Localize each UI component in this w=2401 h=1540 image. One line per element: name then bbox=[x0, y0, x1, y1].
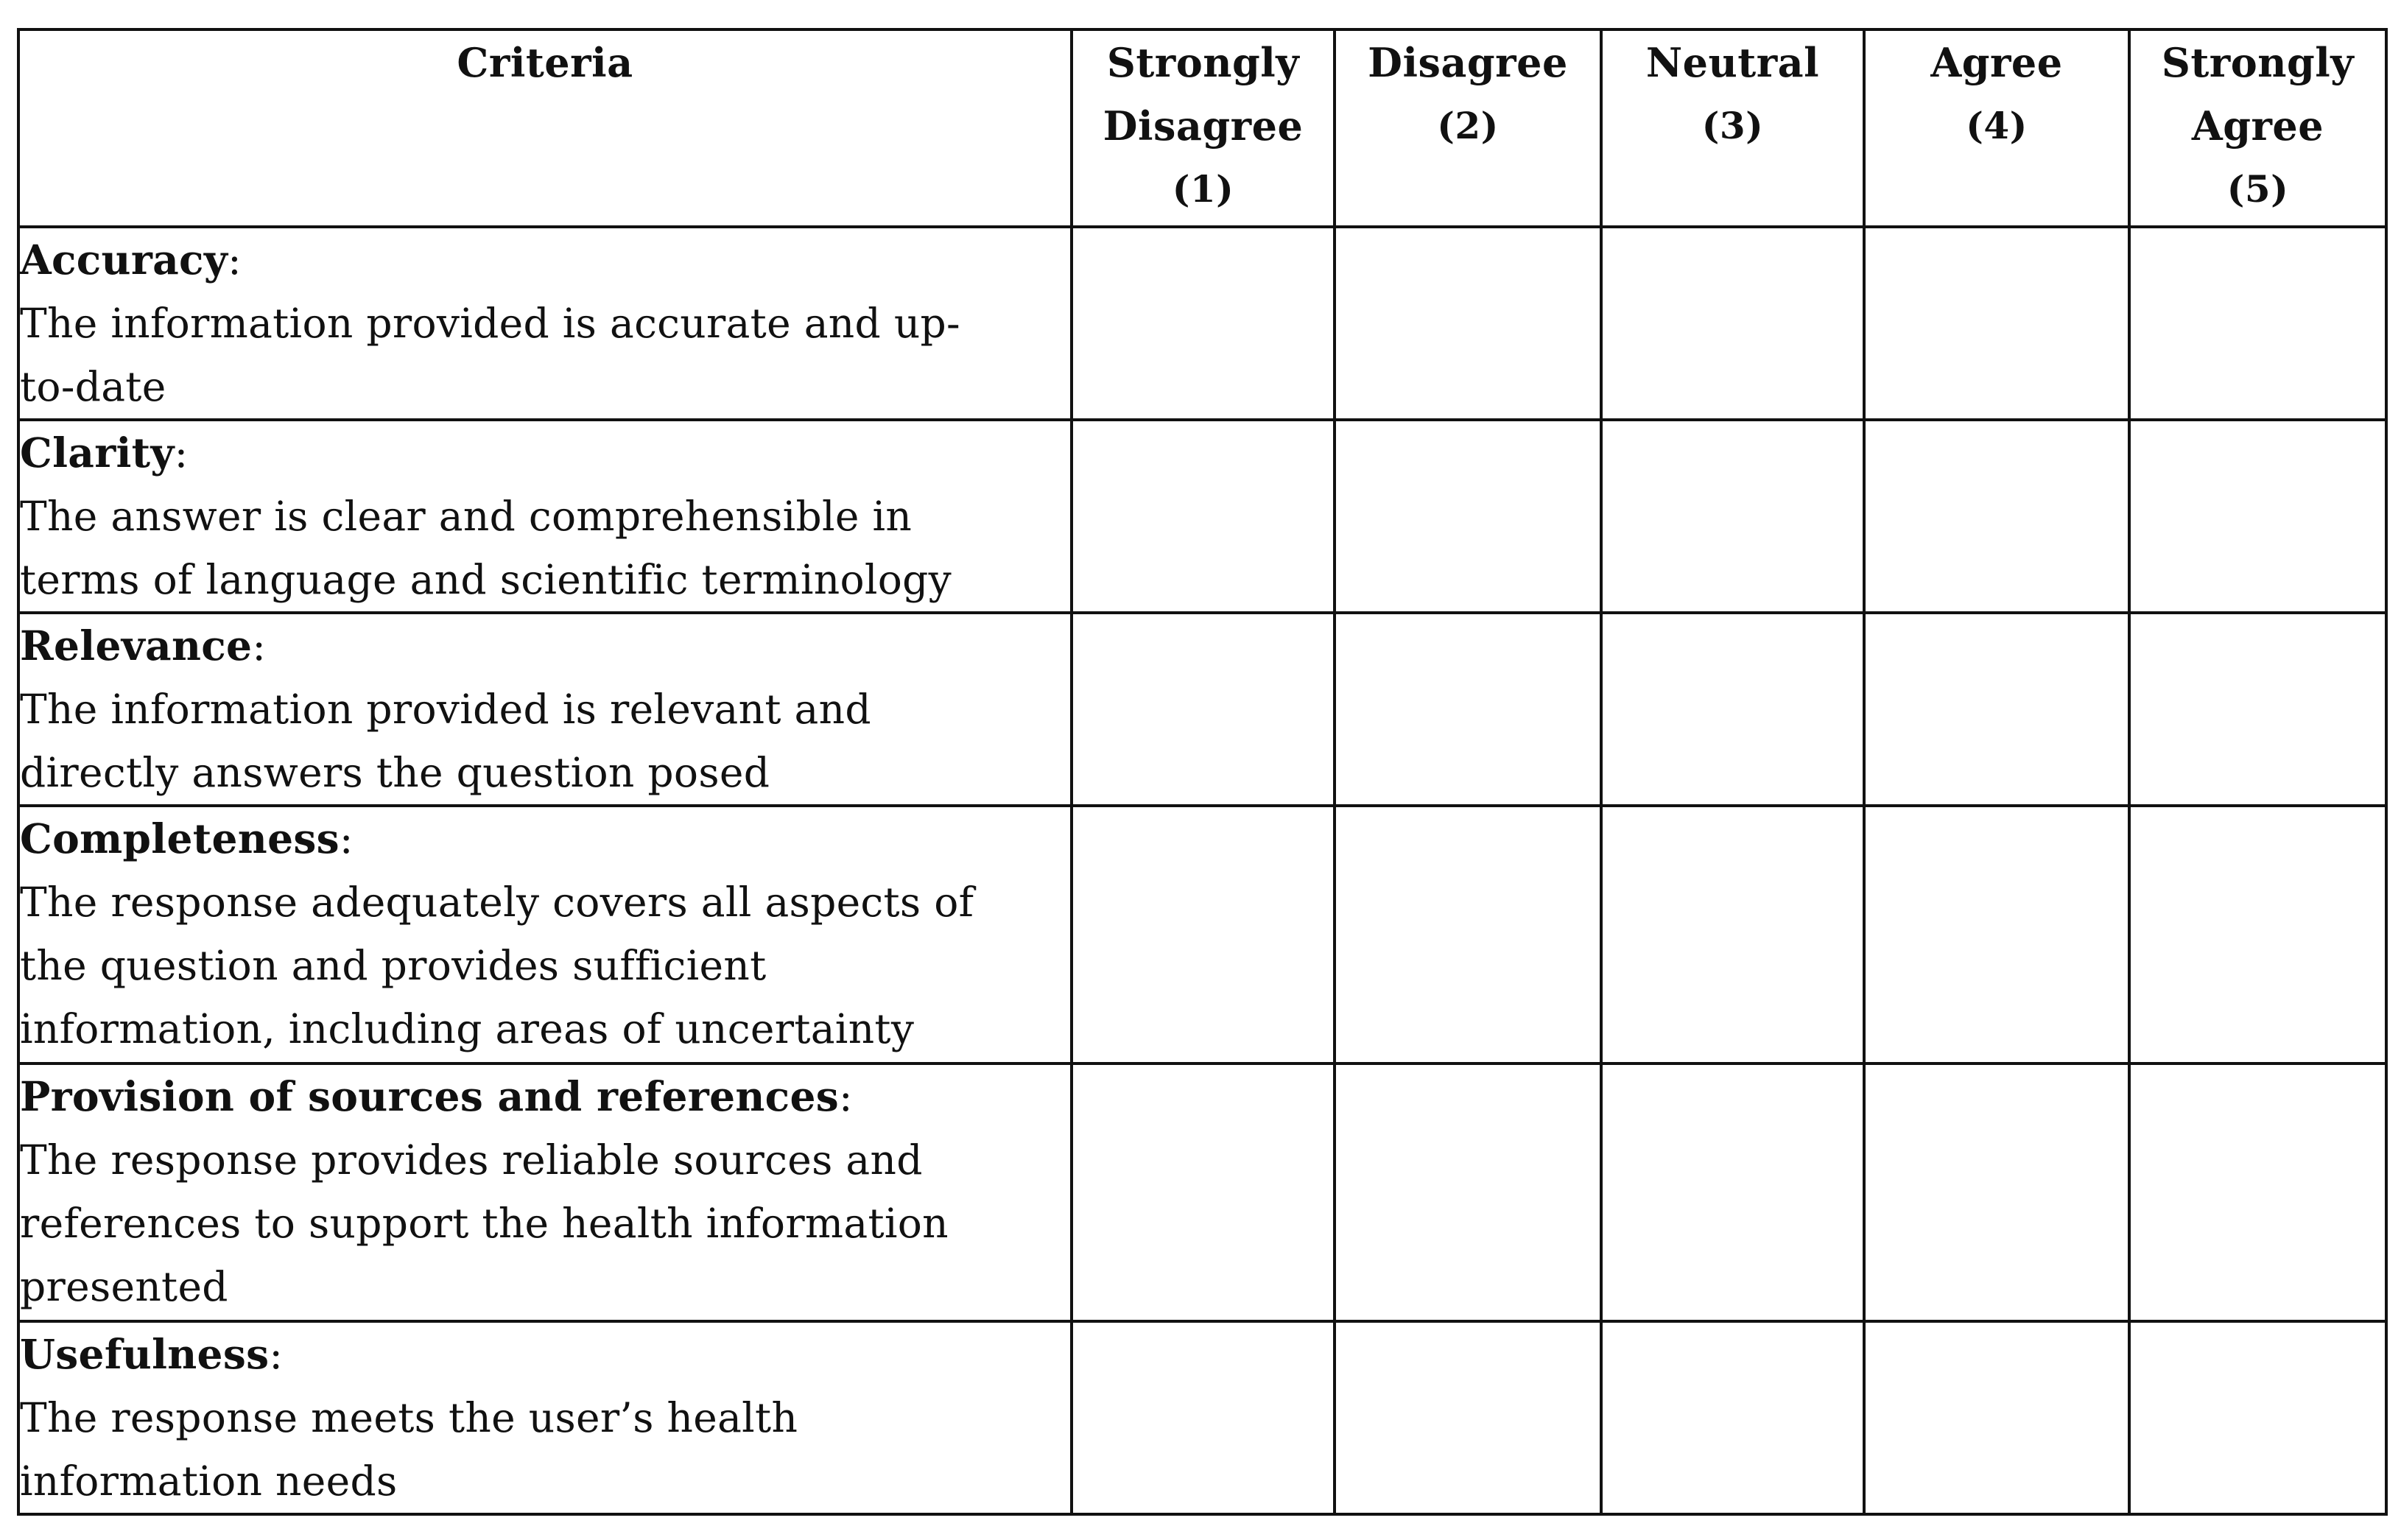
rating-cell-4[interactable] bbox=[1864, 420, 2129, 613]
rating-cell-5[interactable] bbox=[2129, 613, 2386, 806]
rating-cell-2[interactable] bbox=[1335, 227, 1601, 420]
scale-value: (2) bbox=[1437, 104, 1499, 147]
criterion-name: Relevance bbox=[20, 622, 253, 669]
criterion-description-line: The information provided is relevant and bbox=[20, 686, 871, 733]
rating-cell-1[interactable] bbox=[1072, 613, 1335, 806]
rating-criteria-table bbox=[17, 28, 2388, 1516]
criterion-name: Completeness bbox=[20, 815, 340, 862]
rating-cell-1[interactable] bbox=[1072, 1063, 1335, 1321]
criterion-cell-completeness: Completeness: The response adequately covers all aspects of the question and provides sufficient information, including areas of uncertainty bbox=[18, 806, 1072, 1063]
criteria-column-header: Criteria bbox=[18, 29, 1072, 227]
criterion-description-line: presented bbox=[20, 1263, 228, 1310]
criterion-description-line: terms of language and scientific terminology bbox=[20, 556, 952, 603]
rating-cell-1[interactable] bbox=[1072, 1321, 1335, 1514]
rating-cell-2[interactable] bbox=[1335, 1063, 1601, 1321]
rating-cell-3[interactable] bbox=[1601, 806, 1864, 1063]
criterion-description-line: to-date bbox=[20, 363, 166, 410]
criterion-description-line: references to support the health information bbox=[20, 1200, 949, 1247]
scale-label-line: Neutral bbox=[1645, 39, 1820, 86]
strongly-agree-column-header bbox=[2129, 29, 2386, 227]
rating-cell-4[interactable] bbox=[1864, 1063, 2129, 1321]
criterion-description-line: The response adequately covers all aspects of bbox=[20, 879, 974, 926]
criterion-cell-sources-references: Provision of sources and references: The response provides reliable sources and references to support the health information presented bbox=[18, 1063, 1072, 1321]
criterion-name: Accuracy bbox=[20, 236, 228, 284]
criterion-cell-clarity: Clarity: The answer is clear and comprehensible in terms of language and scientific terminology bbox=[18, 420, 1072, 613]
rating-cell-5[interactable] bbox=[2129, 227, 2386, 420]
rating-cell-3[interactable] bbox=[1601, 613, 1864, 806]
scale-label-line: Agree bbox=[1930, 39, 2063, 86]
rating-cell-3[interactable] bbox=[1601, 1063, 1864, 1321]
scale-value: (3) bbox=[1701, 104, 1764, 147]
rating-cell-2[interactable] bbox=[1335, 1321, 1601, 1514]
criterion-description-line: The response provides reliable sources and bbox=[20, 1136, 923, 1184]
criterion-name: Usefulness bbox=[20, 1330, 270, 1378]
scale-label-line: Disagree bbox=[1368, 39, 1568, 86]
criterion-description-line: the question and provides sufficient bbox=[20, 942, 767, 989]
rating-cell-5[interactable] bbox=[2129, 1321, 2386, 1514]
disagree-column-header bbox=[1335, 29, 1601, 227]
rating-cell-5[interactable] bbox=[2129, 806, 2386, 1063]
criterion-name: Clarity bbox=[20, 429, 175, 477]
rating-cell-3[interactable] bbox=[1601, 420, 1864, 613]
rating-cell-4[interactable] bbox=[1864, 227, 2129, 420]
scale-value: (5) bbox=[2226, 167, 2289, 211]
rating-cell-2[interactable] bbox=[1335, 420, 1601, 613]
scale-label-line: Strongly bbox=[1106, 39, 1300, 86]
rating-cell-1[interactable] bbox=[1072, 227, 1335, 420]
scale-label-line: Agree bbox=[2191, 102, 2324, 150]
criterion-description-line: The information provided is accurate and up- bbox=[20, 300, 960, 347]
rating-cell-1[interactable] bbox=[1072, 420, 1335, 613]
table-row bbox=[18, 420, 2386, 613]
table-row bbox=[18, 1321, 2386, 1514]
criterion-cell-relevance: Relevance: The information provided is relevant and directly answers the question posed bbox=[18, 613, 1072, 806]
rating-cell-2[interactable] bbox=[1335, 806, 1601, 1063]
neutral-column-header bbox=[1601, 29, 1864, 227]
criterion-description-line: directly answers the question posed bbox=[20, 749, 770, 796]
rating-cell-2[interactable] bbox=[1335, 613, 1601, 806]
scale-value: (4) bbox=[1966, 104, 2028, 147]
scale-label-line: Disagree bbox=[1103, 102, 1304, 150]
table-row bbox=[18, 806, 2386, 1063]
criterion-description-line: information, including areas of uncertainty bbox=[20, 1005, 915, 1052]
rating-cell-1[interactable] bbox=[1072, 806, 1335, 1063]
rating-cell-4[interactable] bbox=[1864, 1321, 2129, 1514]
rating-cell-4[interactable] bbox=[1864, 806, 2129, 1063]
rating-cell-4[interactable] bbox=[1864, 613, 2129, 806]
strongly-disagree-column-header bbox=[1072, 29, 1335, 227]
rating-cell-3[interactable] bbox=[1601, 1321, 1864, 1514]
rating-cell-5[interactable] bbox=[2129, 420, 2386, 613]
table-row bbox=[18, 613, 2386, 806]
criterion-name: Provision of sources and references bbox=[20, 1072, 840, 1120]
scale-value: (1) bbox=[1172, 167, 1234, 211]
table-row bbox=[18, 1063, 2386, 1321]
criterion-cell-usefulness: Usefulness: The response meets the user’s health information needs bbox=[18, 1321, 1072, 1514]
criterion-description-line: The answer is clear and comprehensible in bbox=[20, 493, 913, 540]
rating-cell-5[interactable] bbox=[2129, 1063, 2386, 1321]
criterion-description-line: information needs bbox=[20, 1458, 398, 1505]
agree-column-header bbox=[1864, 29, 2129, 227]
table-row bbox=[18, 227, 2386, 420]
table-header-row bbox=[18, 29, 2386, 227]
rating-cell-3[interactable] bbox=[1601, 227, 1864, 420]
scale-label-line: Strongly bbox=[2161, 39, 2355, 86]
criterion-description-line: The response meets the user’s health bbox=[20, 1394, 798, 1441]
criterion-cell-accuracy: Accuracy: The information provided is accurate and up- to-date bbox=[18, 227, 1072, 420]
